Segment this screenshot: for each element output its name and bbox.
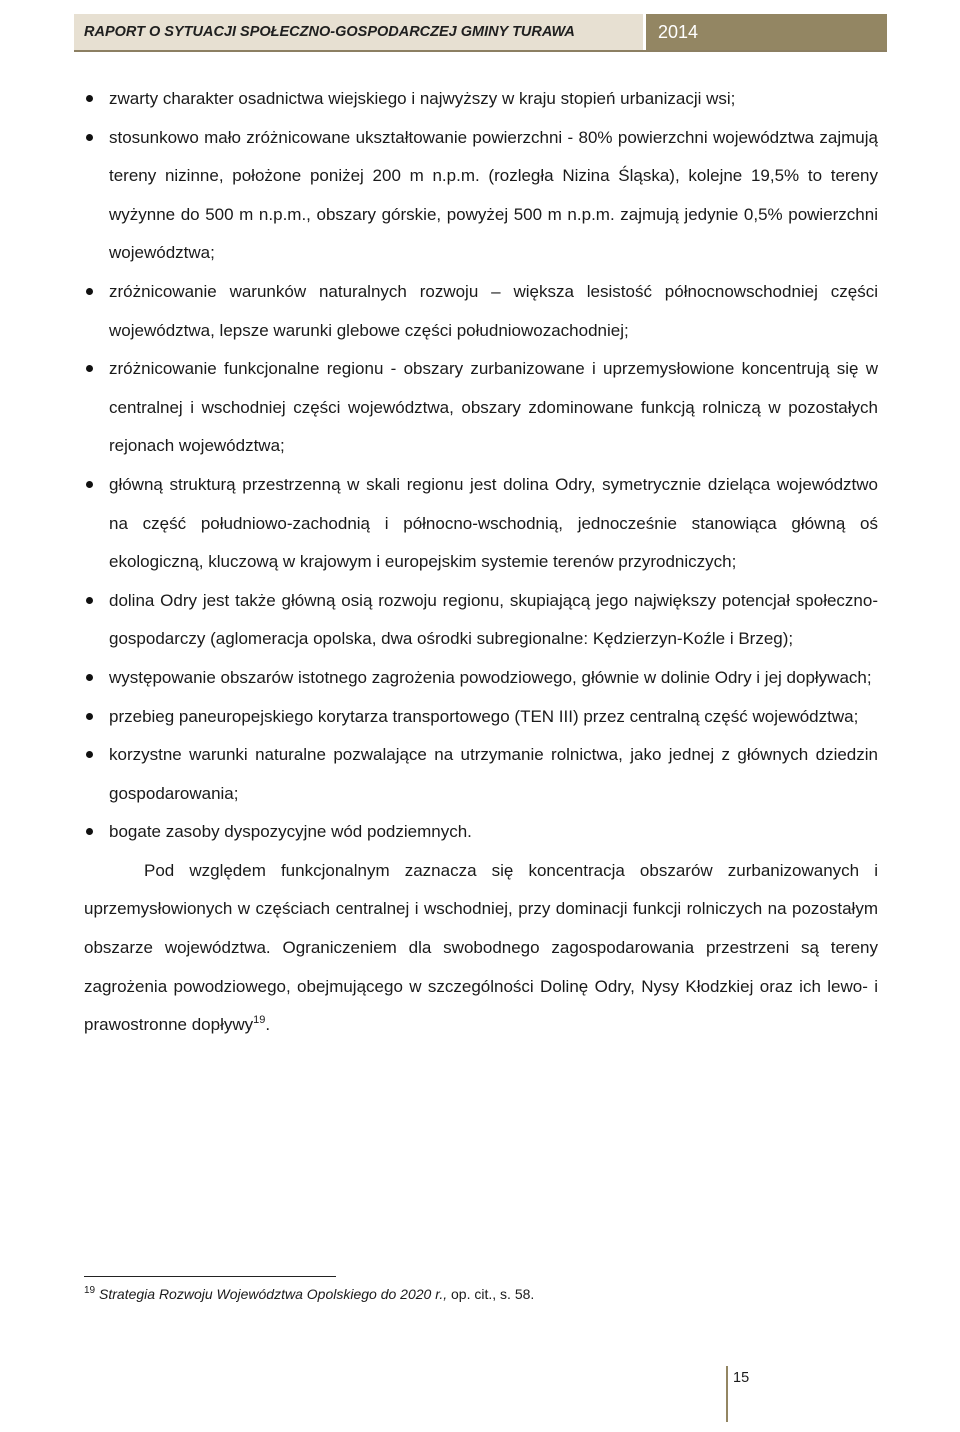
list-item: zróżnicowanie warunków naturalnych rozwoju – większa lesistość północnowschodniej części województwa, lepsze warunki glebowe części południowozachodniej;	[84, 273, 878, 350]
list-item: dolina Odry jest także główną osią rozwoju regionu, skupiającą jego największy potencjał społeczno-gospodarczy (aglomeracja opolska, dwa ośrodki subregionalne: Kędzierzyn-Koźle i Brzeg);	[84, 582, 878, 659]
footnote-separator	[84, 1276, 336, 1277]
bullet-icon	[86, 674, 93, 681]
page-number: 15	[733, 1370, 750, 1386]
bullet-icon	[86, 828, 93, 835]
bullet-icon	[86, 713, 93, 720]
body-paragraph: Pod względem funkcjonalnym zaznacza się koncentracja obszarów zurbanizowanych i uprzemysłowionych w częściach centralnej i wschodniej, przy dominacji funkcji rolniczych na pozostałym obszarze województwa. Ograniczeniem dla swobodnego zagospodarowania przestrzeni są tereny zagrożenia powodziowego, obejmującego w szczególności Dolinę Odry, Nysy Kłodzkiej oraz ich lewo- i prawostronne dopływy$^{19}$.	[84, 860, 878, 1035]
bullet-icon	[86, 95, 93, 102]
footnote-source-title: Strategia Rozwoju Województwa Opolskiego do 2020 r.,	[99, 1286, 448, 1302]
list-item: bogate zasoby dyspozycyjne wód podziemnych.	[84, 813, 878, 852]
bullet-icon	[86, 751, 93, 758]
report-year: 2014	[643, 14, 887, 50]
bullet-icon	[86, 288, 93, 295]
list-item: zróżnicowanie funkcjonalne regionu - obszary zurbanizowane i uprzemysłowione koncentrują się w centralnej i wschodniej części województwa, obszary zdominowane funkcją rolniczą w pozostałych rejonach województwa;	[84, 350, 878, 466]
bullet-icon	[86, 134, 93, 141]
bullet-list	[84, 80, 878, 852]
footnote-reference[interactable]: 19	[253, 1014, 266, 1027]
list-item: korzystne warunki naturalne pozwalające na utrzymanie rolnictwa, jako jednej z głównych dziedzin gospodarowania;	[84, 736, 878, 813]
list-item: przebieg paneuropejskiego korytarza transportowego (TEN III) przez centralną część województwa;	[84, 698, 878, 737]
list-item: stosunkowo mało zróżnicowane ukształtowanie powierzchni - 80% powierzchni województwa zajmują tereny nizinne, położone poniżej 200 m n.p.m. (rozległa Nizina Śląska), kolejne 19,5% to tereny wyżynne do 500 m n.p.m., obszary górskie, powyżej 500 m n.p.m. zajmują jedynie 0,5% powierzchni województwa;	[84, 119, 878, 273]
list-item: zwarty charakter osadnictwa wiejskiego i najwyższy w kraju stopień urbanizacji wsi;	[84, 80, 878, 119]
running-header	[74, 14, 887, 52]
report-title: RAPORT O SYTUACJI SPOŁECZNO-GOSPODARCZEJ GMINY TURAWA	[74, 14, 643, 50]
list-item: główną strukturą przestrzenną w skali regionu jest dolina Odry, symetrycznie dzieląca województwo na część południowo-zachodnią i północno-wschodnią, jednocześnie stanowiąca główną oś ekologiczną, kluczową w krajowym i europejskim systemie terenów przyrodniczych;	[84, 466, 878, 582]
list-item: występowanie obszarów istotnego zagrożenia powodziowego, głównie w dolinie Odry i jej dopływach;	[84, 659, 878, 698]
footnote	[84, 1284, 864, 1304]
bullet-icon	[86, 597, 93, 604]
bullet-icon	[86, 365, 93, 372]
bullet-icon	[86, 481, 93, 488]
page-content	[84, 80, 878, 1045]
footnote-citation: op. cit., s. 58.	[447, 1286, 535, 1302]
footnote-number: 19	[84, 1285, 96, 1296]
